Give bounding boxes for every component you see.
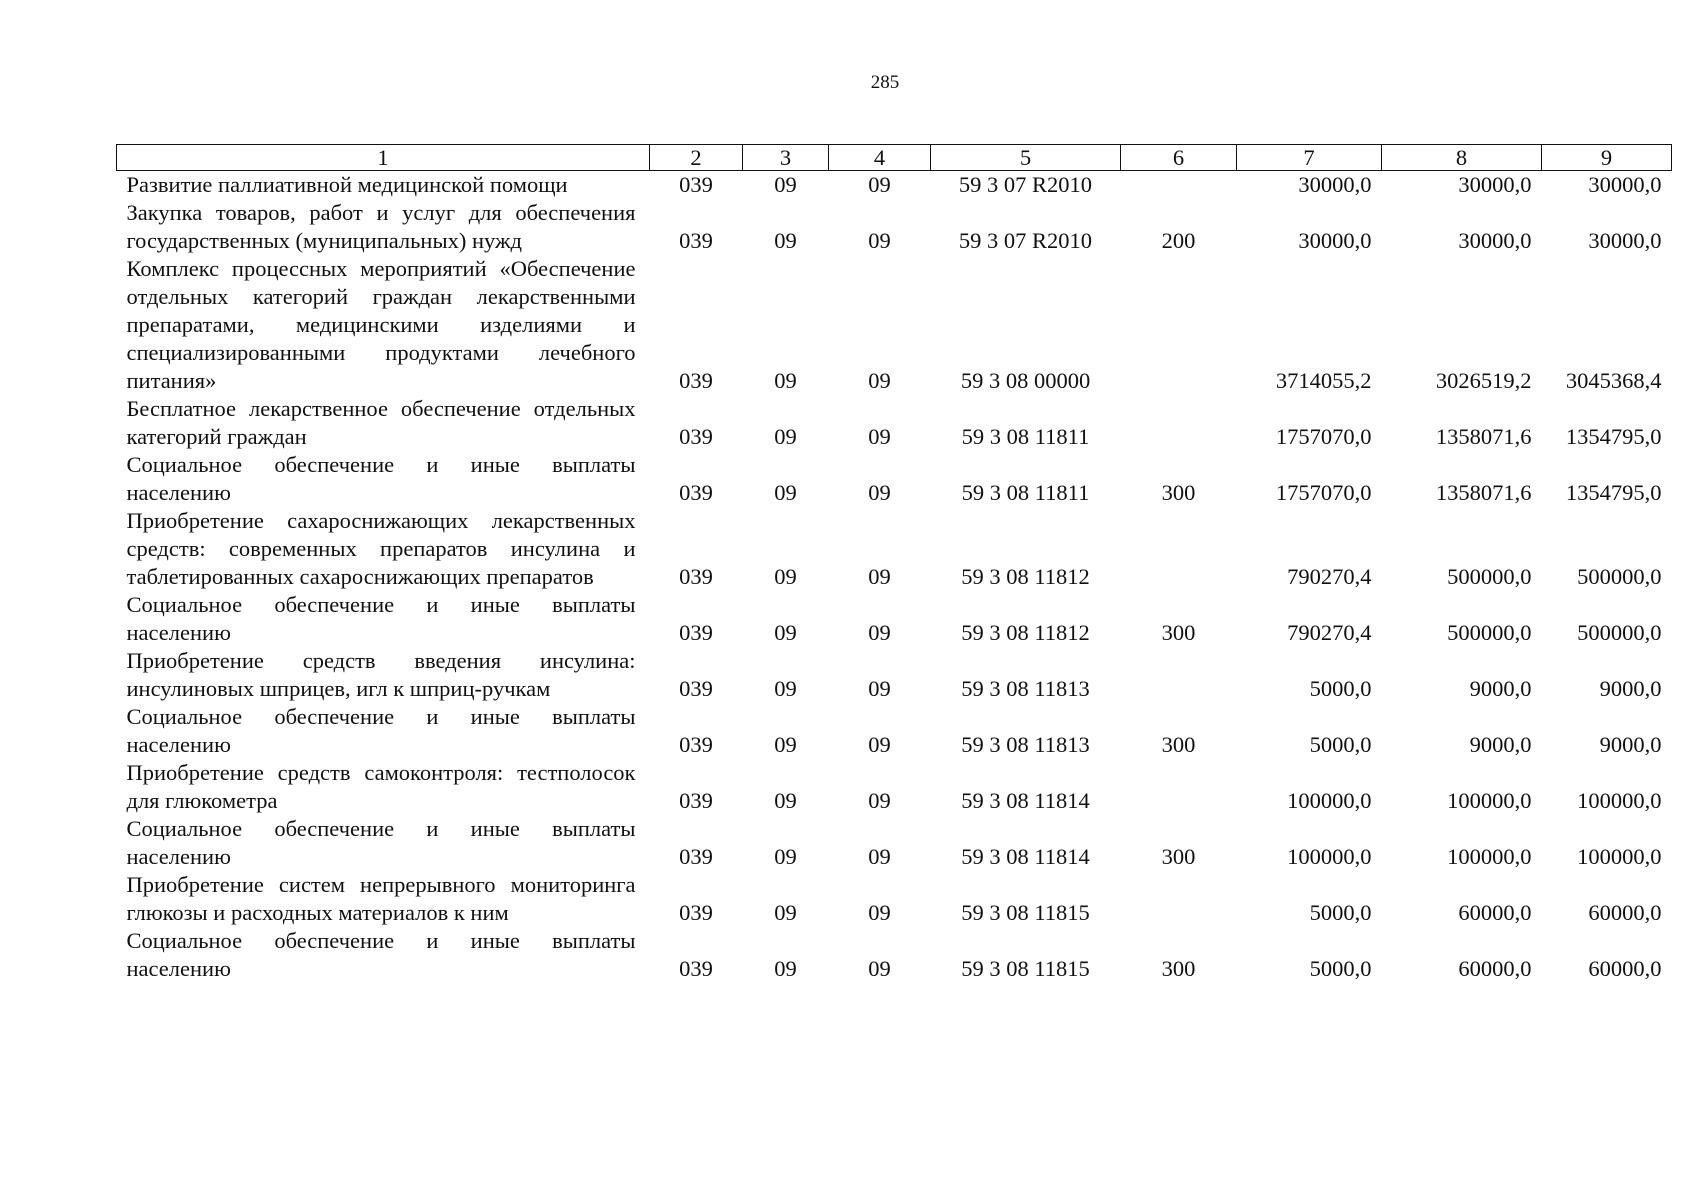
cell-amount-9: 1354795,0 — [1565, 480, 1662, 505]
cell-subsection: 09 — [868, 620, 891, 645]
cell-amount-9: 1354795,0 — [1565, 424, 1662, 449]
cell-subsection: 09 — [868, 732, 891, 757]
cell-section: 09 — [774, 228, 797, 253]
cell-expense-type — [1121, 871, 1237, 927]
row-name: Бесплатное лекарственное обеспечение отдельных категорий граждан — [126, 396, 636, 449]
cell-subsection: 09 — [868, 900, 891, 925]
cell-amount-9: 100000,0 — [1577, 844, 1662, 869]
cell-amount-9: 9000,0 — [1599, 676, 1662, 701]
cell-amount-9: 3045368,4 — [1565, 368, 1662, 393]
table-row — [117, 815, 1672, 871]
cell-section: 09 — [774, 368, 797, 393]
cell-expense-type — [1121, 171, 1237, 200]
cell-amount-8: 500000,0 — [1447, 620, 1532, 645]
cell-amount-8: 9000,0 — [1469, 676, 1532, 701]
column-header: 9 — [1542, 145, 1672, 171]
cell-expense-type — [1121, 255, 1237, 395]
cell-amount-8: 100000,0 — [1447, 844, 1532, 869]
cell-ministry-code: 039 — [679, 732, 713, 757]
cell-expense-type: 300 — [1161, 732, 1196, 757]
cell-amount-7: 3714055,2 — [1275, 368, 1372, 393]
cell-amount-7: 5000,0 — [1309, 956, 1372, 981]
cell-amount-8: 30000,0 — [1458, 228, 1532, 253]
table-row — [117, 395, 1672, 451]
cell-amount-9: 500000,0 — [1577, 564, 1662, 589]
column-header: 8 — [1382, 145, 1542, 171]
cell-target-article: 59 3 07 R2010 — [958, 172, 1093, 197]
cell-ministry-code: 039 — [679, 424, 713, 449]
row-name: Закупка товаров, работ и услуг для обеспечения государственных (муниципальных) нужд — [126, 200, 636, 253]
cell-target-article: 59 3 08 11814 — [961, 788, 1090, 813]
cell-subsection: 09 — [868, 480, 891, 505]
row-name: Комплекс процессных мероприятий «Обеспечение отдельных категорий граждан лекарственными препаратами, медицинскими изделиями и специализированными продуктами лечебного питания» — [126, 256, 636, 393]
row-name: Социальное обеспечение и иные выплаты населению — [126, 592, 636, 645]
cell-amount-8: 1358071,6 — [1435, 480, 1532, 505]
table-row — [117, 703, 1672, 759]
cell-section: 09 — [774, 732, 797, 757]
cell-subsection: 09 — [868, 956, 891, 981]
cell-target-article: 59 3 08 11814 — [961, 844, 1090, 869]
row-name: Социальное обеспечение и иные выплаты населению — [126, 816, 636, 869]
cell-target-article: 59 3 08 11813 — [961, 732, 1090, 757]
cell-ministry-code: 039 — [679, 844, 713, 869]
cell-amount-7: 30000,0 — [1298, 172, 1372, 197]
column-header: 5 — [931, 145, 1121, 171]
cell-expense-type: 300 — [1161, 844, 1196, 869]
cell-section: 09 — [774, 480, 797, 505]
table-row — [117, 507, 1672, 591]
column-header: 1 — [117, 145, 650, 171]
cell-ministry-code: 039 — [679, 620, 713, 645]
cell-amount-8: 3026519,2 — [1435, 368, 1532, 393]
row-name: Приобретение сахароснижающих лекарственных средств: современных препаратов инсулина и таблетированных сахароснижающих препаратов — [126, 508, 636, 589]
cell-amount-9: 30000,0 — [1588, 172, 1662, 197]
row-name: Приобретение средств введения инсулина: инсулиновых шприцев, игл к шприц-ручкам — [126, 648, 636, 701]
cell-subsection: 09 — [868, 676, 891, 701]
cell-expense-type — [1121, 507, 1237, 591]
cell-subsection: 09 — [868, 844, 891, 869]
column-header: 4 — [829, 145, 931, 171]
cell-expense-type — [1121, 647, 1237, 703]
cell-section: 09 — [774, 172, 797, 197]
cell-amount-9: 9000,0 — [1599, 732, 1662, 757]
cell-section: 09 — [774, 676, 797, 701]
cell-ministry-code: 039 — [679, 956, 713, 981]
cell-amount-7: 790270,4 — [1287, 620, 1372, 645]
cell-amount-8: 60000,0 — [1458, 956, 1532, 981]
cell-amount-7: 5000,0 — [1309, 900, 1372, 925]
cell-expense-type: 300 — [1161, 480, 1196, 505]
cell-amount-7: 1757070,0 — [1275, 480, 1372, 505]
row-name: Развитие паллиативной медицинской помощи — [126, 172, 568, 197]
cell-amount-9: 60000,0 — [1588, 956, 1662, 981]
cell-expense-type: 200 — [1161, 228, 1196, 253]
cell-expense-type — [1121, 759, 1237, 815]
column-header: 2 — [650, 145, 743, 171]
table-row — [117, 647, 1672, 703]
row-name: Социальное обеспечение и иные выплаты населению — [126, 452, 636, 505]
cell-amount-7: 1757070,0 — [1275, 424, 1372, 449]
cell-expense-type: 300 — [1161, 620, 1196, 645]
budget-table — [116, 144, 1672, 983]
cell-subsection: 09 — [868, 228, 891, 253]
cell-subsection: 09 — [868, 424, 891, 449]
cell-amount-8: 60000,0 — [1458, 900, 1532, 925]
cell-target-article: 59 3 08 11812 — [961, 620, 1090, 645]
cell-amount-7: 5000,0 — [1309, 732, 1372, 757]
cell-ministry-code: 039 — [679, 368, 713, 393]
table-row — [117, 171, 1672, 200]
table-row — [117, 255, 1672, 395]
cell-section: 09 — [774, 620, 797, 645]
cell-target-article: 59 3 08 11813 — [961, 676, 1090, 701]
table-row — [117, 199, 1672, 255]
cell-amount-7: 30000,0 — [1298, 228, 1372, 253]
cell-amount-9: 30000,0 — [1588, 228, 1662, 253]
cell-section: 09 — [774, 788, 797, 813]
cell-subsection: 09 — [868, 788, 891, 813]
cell-amount-8: 500000,0 — [1447, 564, 1532, 589]
cell-target-article: 59 3 08 11811 — [961, 480, 1090, 505]
cell-subsection: 09 — [868, 368, 891, 393]
cell-subsection: 09 — [868, 564, 891, 589]
cell-ministry-code: 039 — [679, 172, 713, 197]
column-header: 6 — [1121, 145, 1237, 171]
cell-amount-7: 5000,0 — [1309, 676, 1372, 701]
cell-amount-8: 9000,0 — [1469, 732, 1532, 757]
cell-expense-type — [1121, 395, 1237, 451]
table-row — [117, 927, 1672, 983]
cell-amount-9: 100000,0 — [1577, 788, 1662, 813]
cell-ministry-code: 039 — [679, 564, 713, 589]
cell-target-article: 59 3 08 11812 — [961, 564, 1090, 589]
cell-ministry-code: 039 — [679, 900, 713, 925]
cell-amount-7: 100000,0 — [1287, 844, 1372, 869]
cell-section: 09 — [774, 844, 797, 869]
cell-target-article: 59 3 08 00000 — [960, 368, 1091, 393]
row-name: Приобретение систем непрерывного мониторинга глюкозы и расходных материалов к ним — [126, 872, 636, 925]
cell-target-article: 59 3 08 11815 — [961, 900, 1090, 925]
row-name: Социальное обеспечение и иные выплаты населению — [126, 704, 636, 757]
cell-ministry-code: 039 — [679, 788, 713, 813]
cell-expense-type: 300 — [1161, 956, 1196, 981]
column-header: 3 — [743, 145, 829, 171]
cell-amount-7: 100000,0 — [1287, 788, 1372, 813]
table-row — [117, 759, 1672, 815]
cell-amount-9: 500000,0 — [1577, 620, 1662, 645]
cell-amount-7: 790270,4 — [1287, 564, 1372, 589]
cell-target-article: 59 3 08 11815 — [961, 956, 1090, 981]
row-name: Приобретение средств самоконтроля: тестполосок для глюкометра — [126, 760, 636, 813]
table-row — [117, 871, 1672, 927]
page-number: 285 — [870, 72, 900, 93]
table-row — [117, 591, 1672, 647]
cell-section: 09 — [774, 424, 797, 449]
cell-amount-8: 1358071,6 — [1435, 424, 1532, 449]
cell-section: 09 — [774, 956, 797, 981]
cell-target-article: 59 3 07 R2010 — [958, 228, 1093, 253]
column-header: 7 — [1237, 145, 1382, 171]
cell-section: 09 — [774, 900, 797, 925]
cell-amount-9: 60000,0 — [1588, 900, 1662, 925]
table-row — [117, 451, 1672, 507]
cell-ministry-code: 039 — [679, 676, 713, 701]
cell-subsection: 09 — [868, 172, 891, 197]
header-row — [117, 145, 1672, 171]
row-name: Социальное обеспечение и иные выплаты населению — [126, 928, 636, 981]
cell-amount-8: 100000,0 — [1447, 788, 1532, 813]
cell-section: 09 — [774, 564, 797, 589]
cell-ministry-code: 039 — [679, 480, 713, 505]
cell-ministry-code: 039 — [679, 228, 713, 253]
cell-target-article: 59 3 08 11811 — [961, 424, 1090, 449]
cell-amount-8: 30000,0 — [1458, 172, 1532, 197]
